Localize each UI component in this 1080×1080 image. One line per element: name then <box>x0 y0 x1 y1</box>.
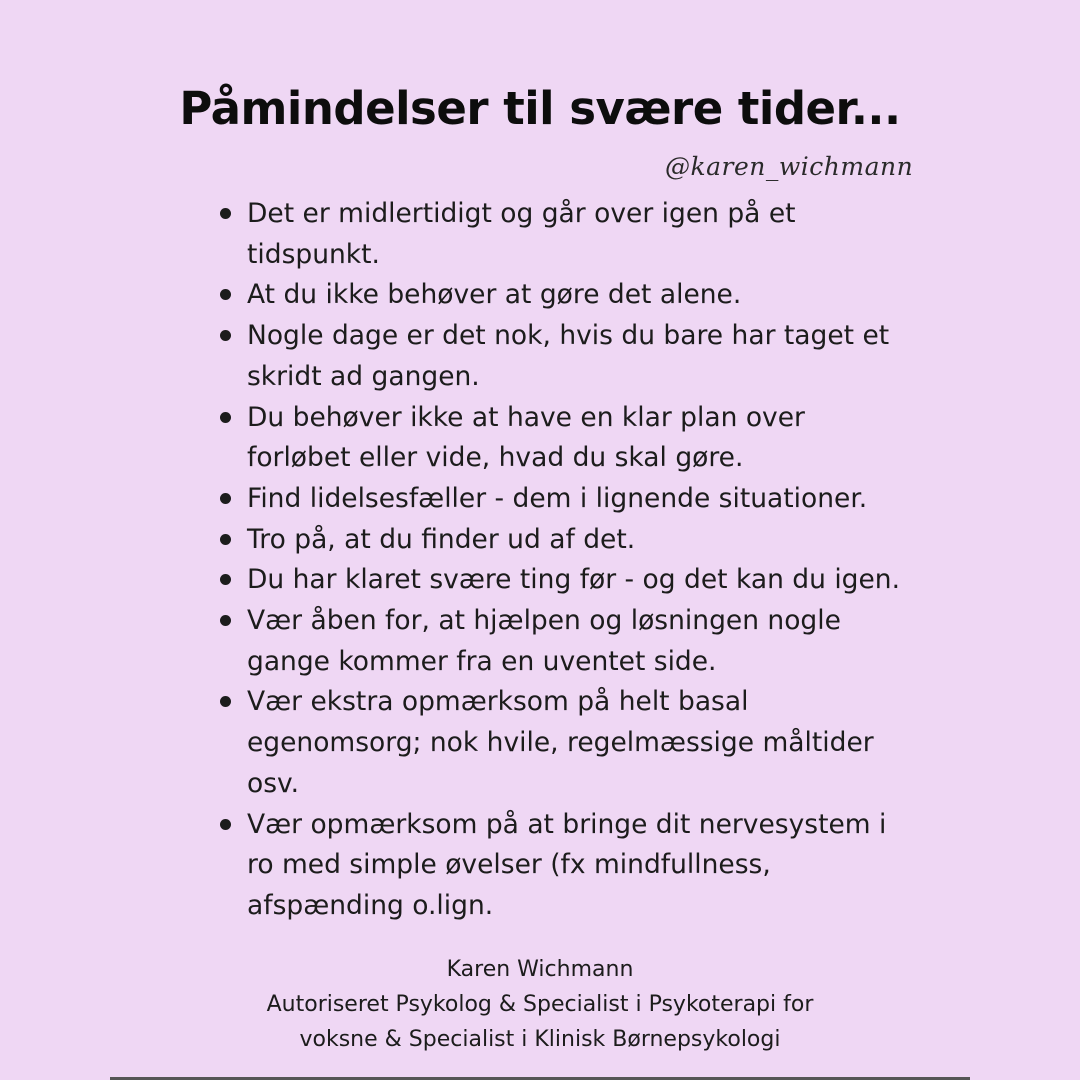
author-handle: @karen_wichmann <box>665 152 914 181</box>
reminder-item <box>214 560 914 601</box>
author-title-line-1: Autoriseret Psykolog & Specialist i Psykoterapi for <box>266 992 814 1017</box>
reminder-line: Nogle dage er det nok, hvis du bare har taget et <box>247 320 890 352</box>
reminder-line: Du har klaret svære ting før - og det kan du igen. <box>247 564 901 596</box>
reminder-line: Vær opmærksom på at bringe dit nervesystem i <box>247 808 887 840</box>
bullet-icon <box>220 289 231 300</box>
reminder-item <box>214 194 914 275</box>
reminder-line: Det er midlertidigt og går over igen på et <box>247 198 796 229</box>
page-title: Påmindelser til svære tider... <box>179 82 901 135</box>
reminder-line: tidspunkt. <box>247 238 380 270</box>
reminder-line: osv. <box>247 767 300 799</box>
reminder-line: afspænding o.lign. <box>247 889 494 921</box>
reminder-list <box>214 194 914 927</box>
reminder-line: Tro på, at du finder ud af det. <box>247 523 636 555</box>
reminder-item <box>214 316 914 397</box>
bullet-icon <box>220 412 231 423</box>
bullet-icon <box>220 615 231 626</box>
reminder-line: Du behøver ikke at have en klar plan over <box>247 401 805 433</box>
bullet-icon <box>220 493 231 504</box>
bullet-icon <box>220 208 231 219</box>
reminder-item <box>214 682 914 804</box>
signature-block <box>0 952 1080 1057</box>
bullet-icon <box>220 534 231 545</box>
reminder-item <box>214 275 914 316</box>
reminder-line: egenomsorg; nok hvile, regelmæssige måltider <box>247 727 874 759</box>
reminder-line: Vær åben for, at hjælpen og løsningen nogle <box>247 605 841 637</box>
reminder-item <box>214 520 914 561</box>
reminder-line: skridt ad gangen. <box>247 360 480 392</box>
author-title-line-2: voksne & Specialist i Klinisk Børnepsykologi <box>299 1027 781 1052</box>
bullet-icon <box>220 696 231 707</box>
reminder-item <box>214 479 914 520</box>
reminder-line: gange kommer fra en uventet side. <box>247 645 717 677</box>
bullet-icon <box>220 574 231 585</box>
reminder-line: Find lidelsesfæller - dem i lignende situationer. <box>247 482 868 514</box>
bullet-icon <box>220 819 231 830</box>
reminder-line: ro med simple øvelser (fx mindfullness, <box>247 849 771 881</box>
author-name: Karen Wichmann <box>446 957 634 982</box>
reminder-line: Vær ekstra opmærksom på helt basal <box>247 686 749 718</box>
reminder-item <box>214 601 914 682</box>
reminder-line: At du ikke behøver at gøre det alene. <box>247 279 742 311</box>
reminder-item <box>214 398 914 479</box>
reminder-line: forløbet eller vide, hvad du skal gøre. <box>247 442 744 474</box>
bullet-icon <box>220 330 231 341</box>
reminder-item <box>214 805 914 927</box>
